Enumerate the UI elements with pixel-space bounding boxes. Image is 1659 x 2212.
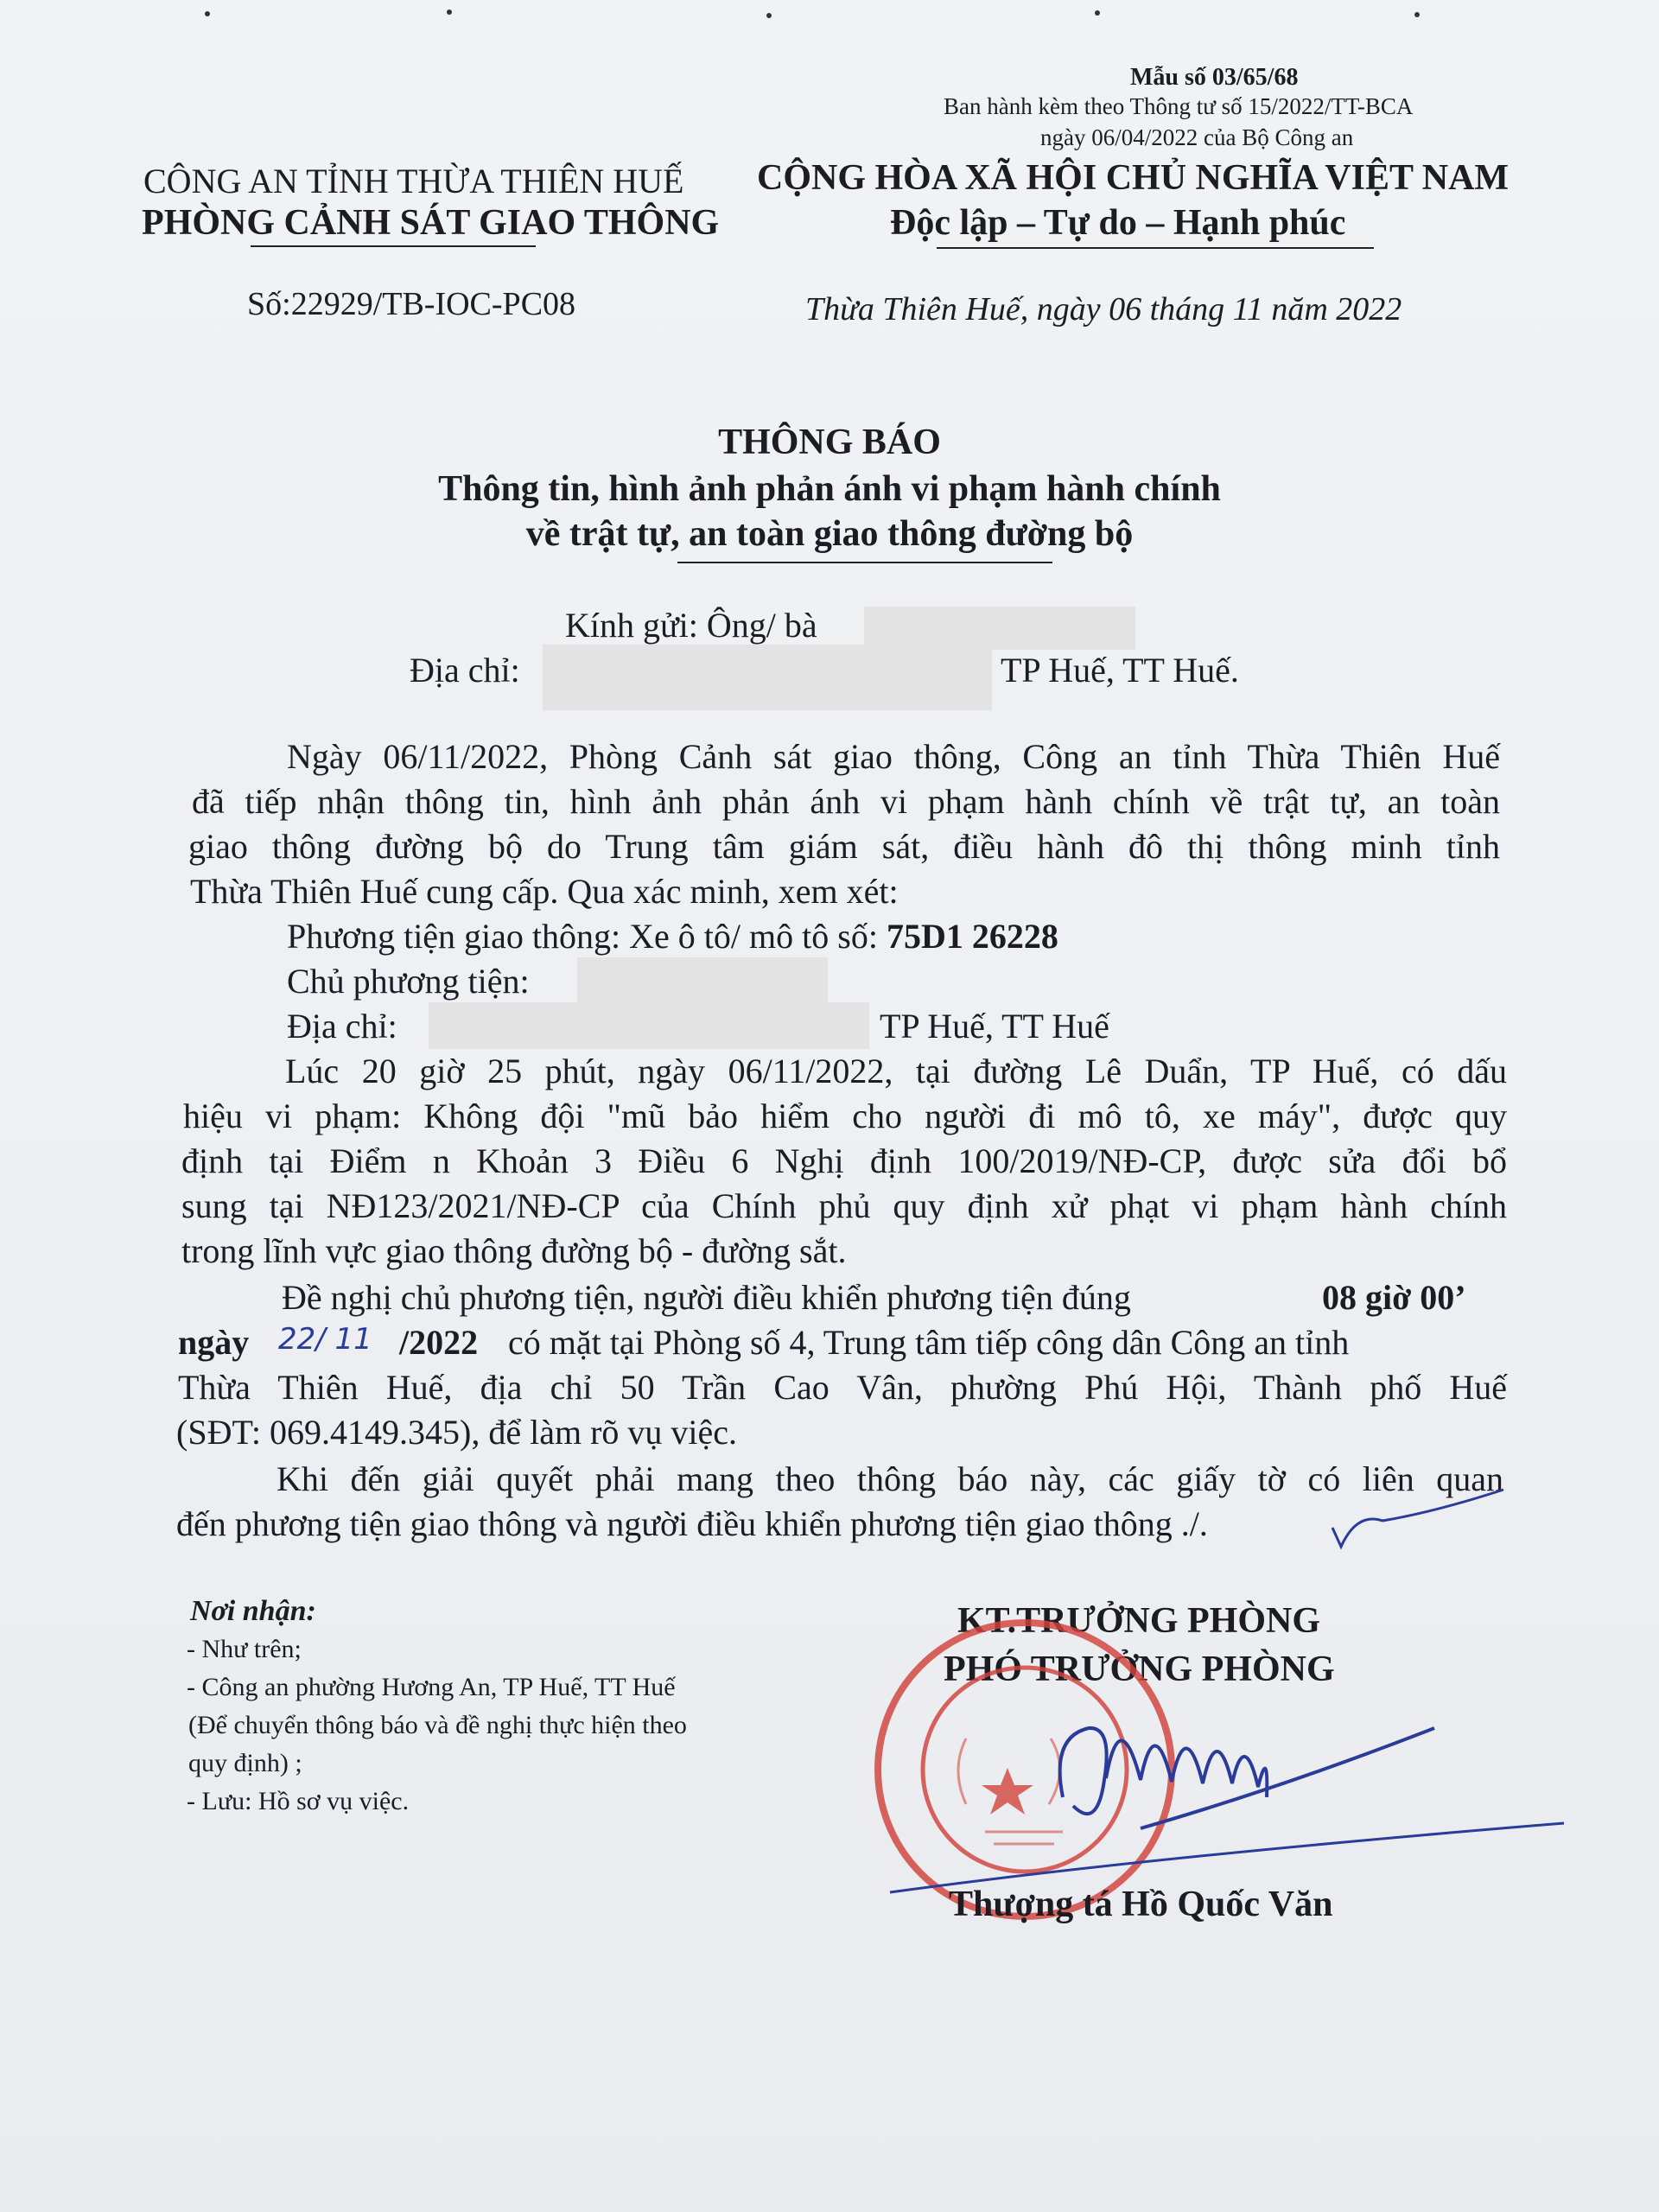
pen-checkmark-icon bbox=[1331, 1460, 1521, 1564]
recipient-name-redacted bbox=[864, 607, 1135, 650]
para3-line-4: (SĐT: 069.4149.345), để làm rõ vụ việc. bbox=[176, 1413, 738, 1452]
agency-parent: CÔNG AN TỈNH THỪA THIÊN HUẾ bbox=[143, 162, 684, 200]
recipient-address-label: Địa chỉ: bbox=[410, 651, 520, 690]
para1-line-4: Thừa Thiên Huế cung cấp. Qua xác minh, xem xét: bbox=[190, 872, 899, 911]
para3-line-2-rest: có mặt tại Phòng số 4, Trung tâm tiếp công dân Công an tỉnh bbox=[508, 1323, 1350, 1362]
doc-subtitle-2: về trật tự, an toàn giao thông đường bộ bbox=[525, 514, 1134, 554]
motto: Độc lập – Tự do – Hạnh phúc bbox=[890, 203, 1346, 243]
para3-line-3: Thừa Thiên Huế, địa chỉ 50 Trần Cao Vân, phường Phú Hội, Thành phố Huế bbox=[178, 1368, 1507, 1407]
owner-name-redacted bbox=[577, 957, 828, 1006]
place-date: Thừa Thiên Huế, ngày 06 tháng 11 năm 2022 bbox=[805, 291, 1402, 327]
owner-address-label: Địa chỉ: bbox=[287, 1007, 397, 1046]
para2-line-5: trong lĩnh vực giao thông đường bộ - đường sắt. bbox=[181, 1231, 847, 1270]
para3-time: 08 giờ 00’ bbox=[1322, 1278, 1466, 1317]
owner-address-redacted bbox=[429, 1002, 869, 1049]
recipients-item-3: (Để chuyển thông báo và đề nghị thực hiện theo bbox=[188, 1711, 687, 1739]
para2-line-2: hiệu vi phạm: Không đội "mũ bảo hiểm cho người đi mô tô, xe máy", được quy bbox=[183, 1096, 1507, 1135]
para2-line-4: sung tại NĐ123/2021/NĐ-CP của Chính phủ quy định xử phạt vi phạm hành chính bbox=[181, 1186, 1507, 1225]
doc-title: THÔNG BÁO bbox=[718, 423, 941, 462]
title-underline bbox=[677, 562, 1052, 563]
country-name: CỘNG HÒA XÃ HỘI CHỦ NGHĨA VIỆT NAM bbox=[757, 158, 1510, 198]
para3-day-handwritten: 22/ 11 bbox=[278, 1322, 372, 1357]
motto-underline bbox=[937, 247, 1374, 249]
doc-subtitle-1: Thông tin, hình ảnh phản ánh vi phạm hành chính bbox=[438, 469, 1221, 509]
para1-line-3: giao thông đường bộ do Trung tâm giám sát, điều hành đô thị thông minh tỉnh bbox=[188, 827, 1500, 866]
recipients-item-4: quy định) ; bbox=[188, 1749, 302, 1777]
vehicle-line bbox=[287, 916, 1058, 957]
recipient-address-redacted bbox=[543, 645, 992, 710]
agency-underline bbox=[251, 245, 536, 247]
handwritten-signature-icon bbox=[881, 1676, 1573, 1901]
issued-date: ngày 06/04/2022 của Bộ Công an bbox=[1040, 124, 1354, 150]
agency-name: PHÒNG CẢNH SÁT GIAO THÔNG bbox=[142, 203, 720, 243]
para2-line-1: Lúc 20 giờ 25 phút, ngày 06/11/2022, tại đường Lê Duẩn, TP Huế, có dấu bbox=[285, 1052, 1507, 1090]
owner-label: Chủ phương tiện: bbox=[287, 962, 530, 1001]
para4-line-1: Khi đến giải quyết phải mang theo thông báo này, các giấy tờ có liên quan bbox=[276, 1459, 1503, 1498]
signature-title-2: PHÓ TRƯỞNG PHÒNG bbox=[944, 1649, 1335, 1689]
vehicle-plate: 75D1 26228 bbox=[886, 917, 1058, 956]
para2-line-3: định tại Điểm n Khoản 3 Điều 6 Nghị định 100/2019/NĐ-CP, được sửa đổi bổ bbox=[181, 1141, 1507, 1180]
vehicle-label: Phương tiện giao thông: Xe ô tô/ mô tô số: bbox=[287, 917, 878, 956]
para3-line-1-text: Đề nghị chủ phương tiện, người điều khiển phương tiện đúng bbox=[282, 1278, 1131, 1317]
para3-day-label: ngày bbox=[178, 1323, 250, 1362]
recipients-item-1: - Như trên; bbox=[187, 1635, 302, 1663]
top-edge-marks bbox=[0, 0, 1659, 26]
recipients-heading: Nơi nhận: bbox=[190, 1595, 316, 1627]
doc-number: Số:22929/TB-IOC-PC08 bbox=[247, 286, 576, 322]
issued-with: Ban hành kèm theo Thông tư số 15/2022/TT-BCA bbox=[944, 93, 1414, 119]
owner-address-suffix: TP Huế, TT Huế bbox=[880, 1007, 1109, 1046]
recipients-item-5: - Lưu: Hồ sơ vụ việc. bbox=[187, 1787, 410, 1815]
para4-line-2: đến phương tiện giao thông và người điều khiển phương tiện giao thông ./. bbox=[176, 1504, 1208, 1543]
para1-line-1: Ngày 06/11/2022, Phòng Cảnh sát giao thông, Công an tỉnh Thừa Thiên Huế bbox=[287, 737, 1500, 776]
recipient-address-suffix: TP Huế, TT Huế. bbox=[1001, 651, 1239, 690]
form-number: Mẫu số 03/65/68 bbox=[1130, 64, 1299, 91]
recipients-item-2: - Công an phường Hương An, TP Huế, TT Huế bbox=[187, 1673, 676, 1701]
para1-line-2: đã tiếp nhận thông tin, hình ảnh phản ánh vi phạm hành chính về trật tự, an toàn bbox=[192, 782, 1500, 821]
signer-name: Thượng tá Hồ Quốc Văn bbox=[949, 1885, 1333, 1924]
signature-title-1: KT.TRƯỞNG PHÒNG bbox=[957, 1601, 1320, 1641]
recipient-label: Kính gửi: Ông/ bà bbox=[565, 606, 817, 645]
para3-year: /2022 bbox=[399, 1323, 479, 1362]
